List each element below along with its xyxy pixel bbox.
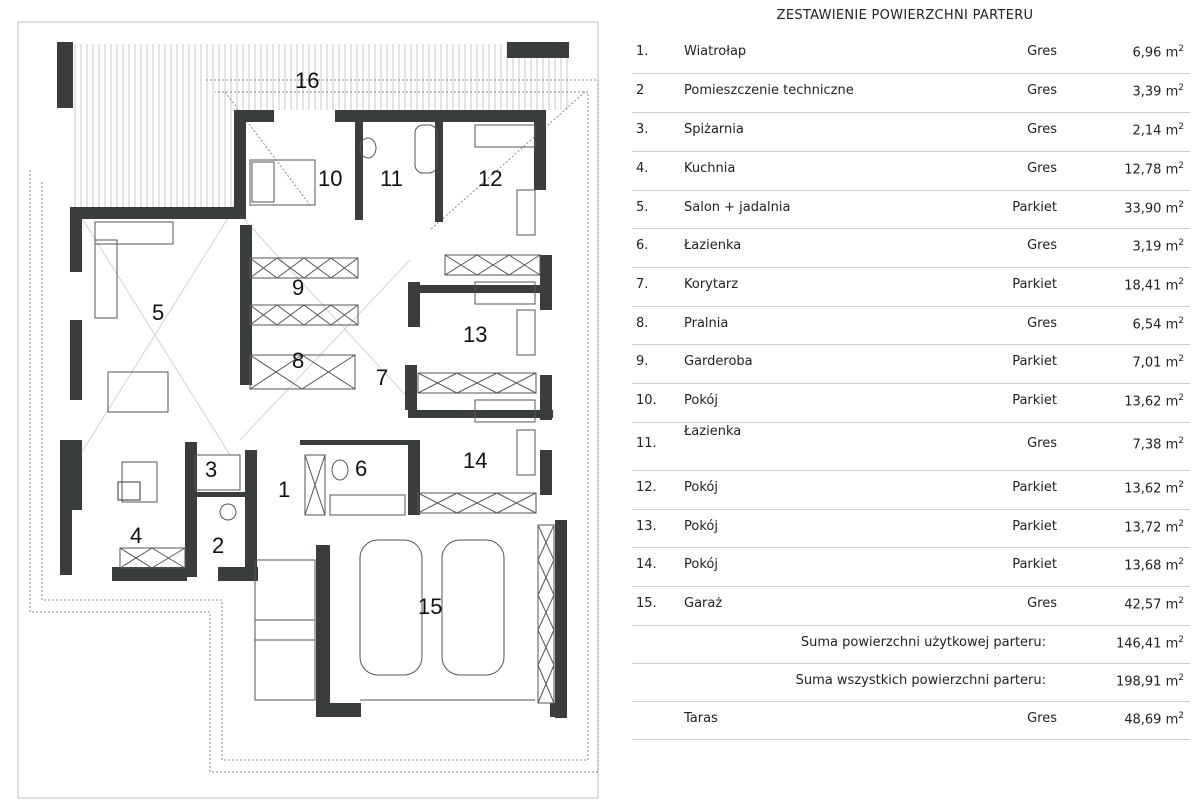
room-number: 11 [380, 166, 403, 191]
room-number: 9 [292, 275, 305, 300]
room-number: 16 [295, 68, 320, 93]
room-name: Łazienka [684, 238, 742, 253]
row-number: 3. [636, 122, 649, 137]
floor-type: Parkiet [1012, 519, 1057, 534]
room-area: 3,39 $m^2$ [1132, 83, 1184, 100]
row-number: 15. [636, 596, 657, 611]
sum-usable-row [632, 625, 1190, 664]
floor-type: Parkiet [1012, 354, 1057, 369]
area-table [620, 0, 1190, 805]
row-number: 13. [636, 519, 657, 534]
room-number: 10 [318, 166, 343, 191]
room-area: 18,41 $m^2$ [1124, 277, 1184, 294]
room-area: 12,78 $m^2$ [1124, 161, 1184, 178]
room-name: Pomieszczenie techniczne [684, 83, 854, 98]
room-number: 2 [212, 533, 225, 558]
sum-usable-label: Suma powierzchni użytkowej parteru: [800, 635, 1046, 650]
room-area: 13,68 $m^2$ [1124, 557, 1184, 574]
table-row [632, 306, 1190, 345]
table-row [632, 509, 1190, 548]
floor-type: Gres [1027, 44, 1057, 59]
room-area: 3,19 $m^2$ [1132, 238, 1184, 255]
table-row [632, 228, 1190, 268]
row-number: 14. [636, 557, 657, 572]
room-name: Łazienka [684, 424, 742, 439]
roof-outline [30, 80, 598, 772]
row-number: 2 [636, 83, 645, 98]
room-number: 7 [376, 365, 389, 390]
sum-all-row [632, 663, 1190, 702]
table-row [632, 383, 1190, 423]
row-number: 5. [636, 200, 649, 215]
room-name: Salon + jadalnia [684, 200, 791, 215]
room-area: 13,62 $m^2$ [1124, 393, 1184, 410]
floor-type: Gres [1027, 316, 1057, 331]
room-area: 42,57 $m^2$ [1124, 596, 1184, 613]
floor-type: Gres [1027, 83, 1057, 98]
floor-type: Parkiet [1012, 393, 1057, 408]
room-name: Garderoba [684, 354, 753, 369]
sum-all-value: 198,91 $m^2$ [1115, 673, 1184, 690]
table-row [632, 344, 1190, 384]
room-number: 3 [205, 457, 218, 482]
table-row [632, 586, 1190, 626]
terrace-name: Taras [684, 711, 718, 726]
room-area: 7,01 $m^2$ [1132, 354, 1184, 371]
table-row [632, 151, 1190, 191]
room-name: Pokój [684, 519, 718, 534]
row-number: 10. [636, 393, 657, 408]
room-name: Spiżarnia [684, 122, 744, 137]
floor-type: Parkiet [1012, 557, 1057, 572]
room-area: 6,96 $m^2$ [1132, 44, 1184, 61]
room-name: Garaż [684, 596, 723, 611]
terrace-row [632, 701, 1190, 740]
room-name: Wiatrołap [684, 44, 747, 59]
room-number: 15 [418, 594, 443, 619]
room-number: 14 [463, 448, 488, 473]
room-number: 13 [463, 322, 488, 347]
room-area: 6,54 $m^2$ [1132, 316, 1184, 333]
sum-all-label: Suma wszystkich powierzchni parteru: [795, 673, 1046, 688]
row-number: 4. [636, 161, 649, 176]
floor-type: Parkiet [1012, 480, 1057, 495]
room-number: 4 [130, 523, 143, 548]
room-number: 6 [355, 456, 368, 481]
table-row [632, 34, 1190, 74]
table-row [632, 470, 1190, 510]
room-name: Kuchnia [684, 161, 736, 176]
floor-type: Gres [1027, 122, 1057, 137]
room-number: 8 [292, 348, 305, 373]
room-name: Korytarz [684, 277, 739, 292]
row-number: 7. [636, 277, 649, 292]
row-number: 12. [636, 480, 657, 495]
table-row [632, 267, 1190, 307]
table-row [632, 190, 1190, 229]
row-number: 9. [636, 354, 649, 369]
room-name: Pokój [684, 557, 718, 572]
terrace-area: 48,69 $m^2$ [1124, 711, 1184, 728]
room-number: 5 [152, 300, 165, 325]
room-number: 1 [278, 477, 291, 502]
table-row [632, 73, 1190, 113]
floor-type: Parkiet [1012, 277, 1057, 292]
floor-type: Gres [1027, 596, 1057, 611]
floor-type: Gres [1027, 161, 1057, 176]
table-row [632, 112, 1190, 152]
room-area: 2,14 $m^2$ [1132, 122, 1184, 139]
terrace-floor: Gres [1027, 711, 1057, 726]
room-area: 33,90 $m^2$ [1124, 200, 1184, 217]
row-number: 6. [636, 238, 649, 253]
row-number: 11. [636, 436, 657, 451]
table-title: ZESTAWIENIE POWIERZCHNI PARTERU [776, 8, 1034, 23]
walls [57, 42, 569, 718]
room-area: 13,72 $m^2$ [1124, 519, 1184, 536]
row-number: 1. [636, 44, 649, 59]
floor-type: Gres [1027, 436, 1057, 451]
floor-type: Gres [1027, 238, 1057, 253]
row-number: 8. [636, 316, 649, 331]
room-name: Pokój [684, 393, 718, 408]
room-area: 13,62 $m^2$ [1124, 480, 1184, 497]
sum-usable-value: 146,41 $m^2$ [1115, 635, 1184, 652]
room-name: Pralnia [684, 316, 729, 331]
room-number: 12 [478, 166, 503, 191]
table-row [632, 547, 1190, 587]
table-row [632, 422, 1190, 471]
floor-type: Parkiet [1012, 200, 1057, 215]
room-area: 7,38 $m^2$ [1132, 436, 1184, 453]
room-name: Pokój [684, 480, 718, 495]
